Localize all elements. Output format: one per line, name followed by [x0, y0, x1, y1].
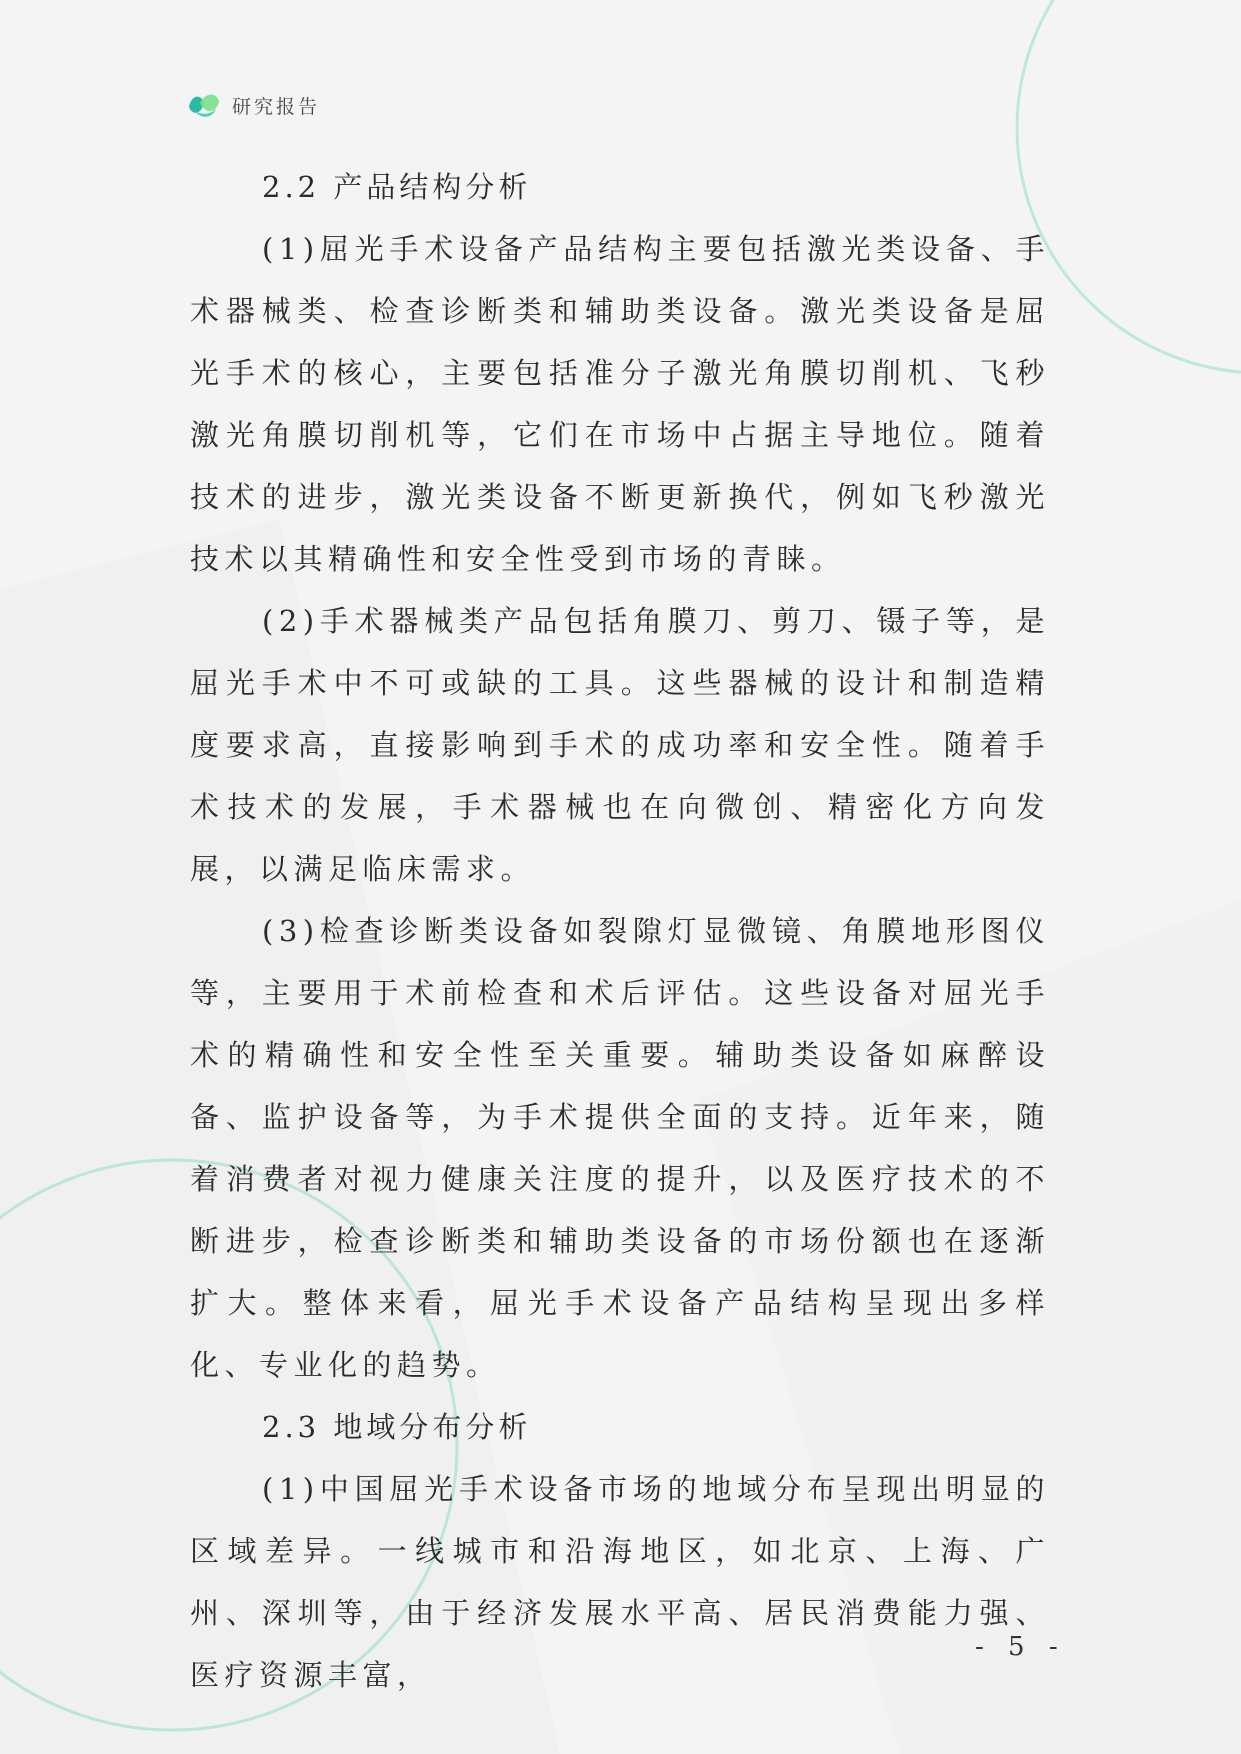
paragraph: (1)中国屈光手术设备市场的地域分布呈现出明显的区域差异。一线城市和沿海地区，如北京、上海、广州、深圳等，由于经济发展水平高、居民消费能力强、医疗资源丰富，	[190, 1472, 1050, 1692]
paragraph: (3)检查诊断类设备如裂隙灯显微镜、角膜地形图仪等，主要用于术前检查和术后评估。这些设备对屈光手术的精确性和安全性至关重要。辅助类设备如麻醉设备、监护设备等，为手术提供全面的支持。近年来，随着消费者对视力健康关注度的提升，以及医疗技术的不断进步，检查诊断类和辅助类设备的市场份额也在逐渐扩大。整体来看，屈光手术设备产品结构呈现出多样化、专业化的趋势。	[190, 914, 1050, 1382]
page-number: - 5 -	[975, 1632, 1066, 1662]
brand-leaf-logo-icon	[186, 89, 222, 121]
paragraph: (1)屈光手术设备产品结构主要包括激光类设备、手术器械类、检查诊断类和辅助类设备。激光类设备是屈光手术的核心，主要包括准分子激光角膜切削机、飞秒激光角膜切削机等，它们在市场中占据主导地位。随着技术的进步，激光类设备不断更新换代，例如飞秒激光技术以其精确性和安全性受到市场的青睐。	[190, 232, 1050, 576]
section-heading: 2.2 产品结构分析	[262, 170, 532, 204]
decor-ring-top-right	[1017, 0, 1241, 373]
document-body	[190, 156, 1050, 1706]
report-header	[186, 88, 320, 122]
header-title: 研究报告	[232, 95, 321, 118]
paragraph: (2)手术器械类产品包括角膜刀、剪刀、镊子等，是屈光手术中不可或缺的工具。这些器械的设计和制造精度要求高，直接影响到手术的成功率和安全性。随着手术技术的发展，手术器械也在向微创、精密化方向发展，以满足临床需求。	[190, 604, 1050, 886]
section-heading: 2.3 地域分布分析	[262, 1410, 532, 1444]
